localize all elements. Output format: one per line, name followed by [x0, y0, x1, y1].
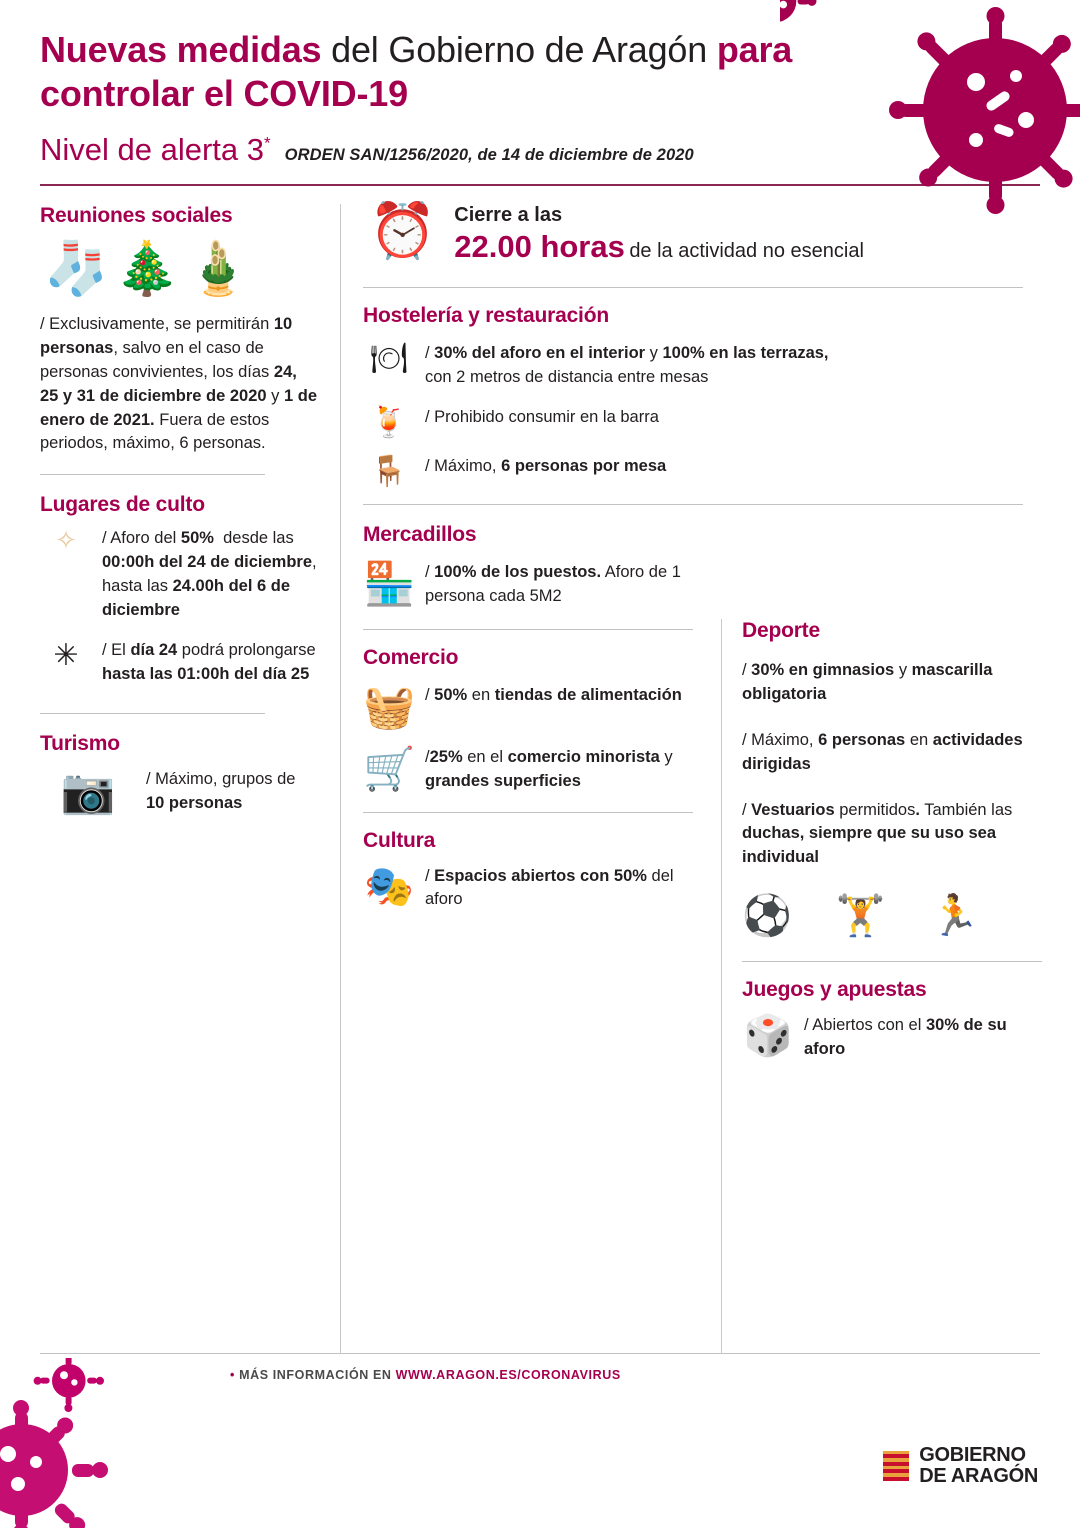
- alert-level-text: Nivel de alerta 3: [40, 131, 265, 167]
- star-icon: ✳: [53, 639, 79, 673]
- shopping-cart-icon: 🛒: [363, 743, 416, 793]
- subtitle-row: [40, 132, 1040, 168]
- market-stall-icon: 🏪: [363, 558, 416, 608]
- hosteleria-item-0-text: / 30% del aforo en el interior y 100% en las terrazas, con 2 metros de distancia entre mesas: [425, 343, 829, 386]
- section-lugares-de-culto: [40, 493, 318, 687]
- soccer-ball-icon: ⚽: [742, 893, 792, 940]
- dice-icon: 🎲: [743, 1013, 793, 1060]
- government-logo: [883, 1445, 1038, 1486]
- turismo-text: / Máximo, grupos de 10 personas: [146, 769, 296, 812]
- page-title: [40, 28, 860, 116]
- section-title-mercadillos: Mercadillos: [363, 522, 477, 546]
- alert-level: [40, 132, 271, 168]
- comercio-item-0-text: / 50% en tiendas de alimentación: [425, 685, 682, 704]
- government-logo-line-2: DE ARAGÓN: [919, 1464, 1038, 1487]
- hosteleria-item-1-text: / Prohibido consumir en la barra: [425, 407, 659, 426]
- running-icon: 🏃: [929, 893, 980, 940]
- light-ray-icon: ✧: [55, 526, 77, 557]
- section-deporte: [742, 619, 1042, 939]
- juegos-text: / Abiertos con el 30% de su aforo: [804, 1016, 1007, 1059]
- cocktail-icon: 🍹: [370, 404, 408, 440]
- closing-tail: de la actividad no esencial: [629, 239, 864, 262]
- divider-right-1: [742, 961, 1042, 962]
- footer-info: [230, 1368, 1080, 1382]
- section-title-reuniones: Reuniones sociales: [40, 203, 233, 227]
- section-mercadillos: [363, 523, 693, 609]
- section-juegos-apuestas: [742, 978, 1042, 1062]
- section-turismo: [40, 732, 318, 816]
- order-reference: ORDEN SAN/1256/2020, de 14 de diciembre de 2020: [284, 145, 694, 164]
- divider-left-2: [40, 713, 265, 714]
- government-logo-text: [919, 1445, 1038, 1486]
- deporte-item-2-text: / Vestuarios permitidos. También las duchas, siempre que su uso sea individual: [742, 800, 1013, 867]
- footer-url-link[interactable]: WWW.ARAGON.ES/CORONAVIRUS: [395, 1368, 621, 1382]
- footer-bullet: •: [230, 1368, 235, 1382]
- comercio-item-1: [363, 743, 693, 794]
- section-title-cultura: Cultura: [363, 828, 436, 852]
- theater-masks-icon: 🎭: [364, 863, 414, 910]
- section-title-culto: Lugares de culto: [40, 493, 205, 517]
- alert-level-asterisk: *: [264, 133, 271, 153]
- mercadillos-item: [363, 558, 693, 609]
- camera-icon: 📷: [60, 765, 116, 817]
- comercio-item-0: [363, 681, 693, 731]
- section-title-juegos: Juegos y apuestas: [742, 978, 927, 1002]
- deporte-item-0-text: / 30% en gimnasios y mascarilla obligatoria: [742, 660, 993, 703]
- virus-decoration-bottom-left: [0, 1358, 180, 1528]
- government-logo-line-1: GOBIERNO: [919, 1444, 1026, 1467]
- cultura-text: / Espacios abiertos con 50% del aforo: [425, 866, 674, 909]
- section-title-comercio: Comercio: [363, 645, 459, 669]
- culto-item-1-text: / El día 24 podrá prolongarse hasta las 01:00h del día 25: [102, 641, 316, 683]
- comercio-item-1-text: /25% en el comercio minorista y grandes superficies: [425, 747, 673, 790]
- deporte-icons: [742, 892, 1042, 939]
- turismo-item: [40, 765, 318, 817]
- column-right: [722, 204, 1042, 1354]
- section-comercio: [363, 646, 693, 794]
- section-title-hosteleria: Hostelería y restauración: [363, 303, 609, 327]
- culto-item-0-text: / Aforo del 50% desde las 00:00h del 24 de diciembre, hasta las 24.00h del 6 de diciembre: [102, 529, 317, 620]
- mercadillos-text: / 100% de los puestos. Aforo de 1 persona cada 5M2: [425, 562, 681, 605]
- alarm-clock-icon: ⏰: [369, 198, 437, 262]
- column-left: [40, 204, 340, 1354]
- content-grid: [40, 186, 1040, 1336]
- section-reuniones-sociales: [40, 204, 318, 457]
- closing-line-1: Cierre a las: [454, 203, 563, 226]
- cultura-item: [363, 865, 693, 913]
- title-part-2: del Gobierno de Aragón: [321, 29, 717, 70]
- section-title-deporte: Deporte: [742, 618, 820, 642]
- food-basket-icon: 🧺: [363, 681, 416, 731]
- food-tray-icon: 🍽: [369, 340, 409, 376]
- aragon-flag-icon: [883, 1451, 909, 1481]
- divider-mid-4: [363, 812, 693, 813]
- section-cultura: [363, 829, 693, 913]
- title-part-1: Nuevas medidas: [40, 29, 322, 70]
- footer-info-prefix: MÁS INFORMACIÓN EN: [239, 1368, 396, 1382]
- reuniones-icons: 🧦🎄🎍: [44, 238, 257, 299]
- weightlifting-icon: 🏋: [835, 893, 886, 940]
- hosteleria-item-2-text: / Máximo, 6 personas por mesa: [425, 456, 667, 475]
- header: [0, 0, 1080, 168]
- closing-hours: 22.00 horas: [454, 228, 625, 264]
- divider-left-1: [40, 474, 265, 475]
- title-part-3: para controlar el COVID-19: [40, 29, 793, 114]
- juegos-item: [742, 1014, 1042, 1062]
- section-title-turismo: Turismo: [40, 731, 120, 755]
- divider-mid-3: [363, 629, 693, 630]
- culto-item-1: [40, 639, 318, 687]
- deporte-item-1-text: / Máximo, 6 personas en actividades dirigidas: [742, 730, 1023, 773]
- culto-item-0: [40, 527, 318, 623]
- table-chairs-icon: 🪑: [370, 453, 408, 489]
- reuniones-text: / Exclusivamente, se permitirán 10 personas, salvo en el caso de personas convivientes, los días 24, 25 y 31 de diciembre de 2020 y 1 de enero de 2021. Fuera de estos periodos, máximo, 6 personas.: [40, 314, 318, 453]
